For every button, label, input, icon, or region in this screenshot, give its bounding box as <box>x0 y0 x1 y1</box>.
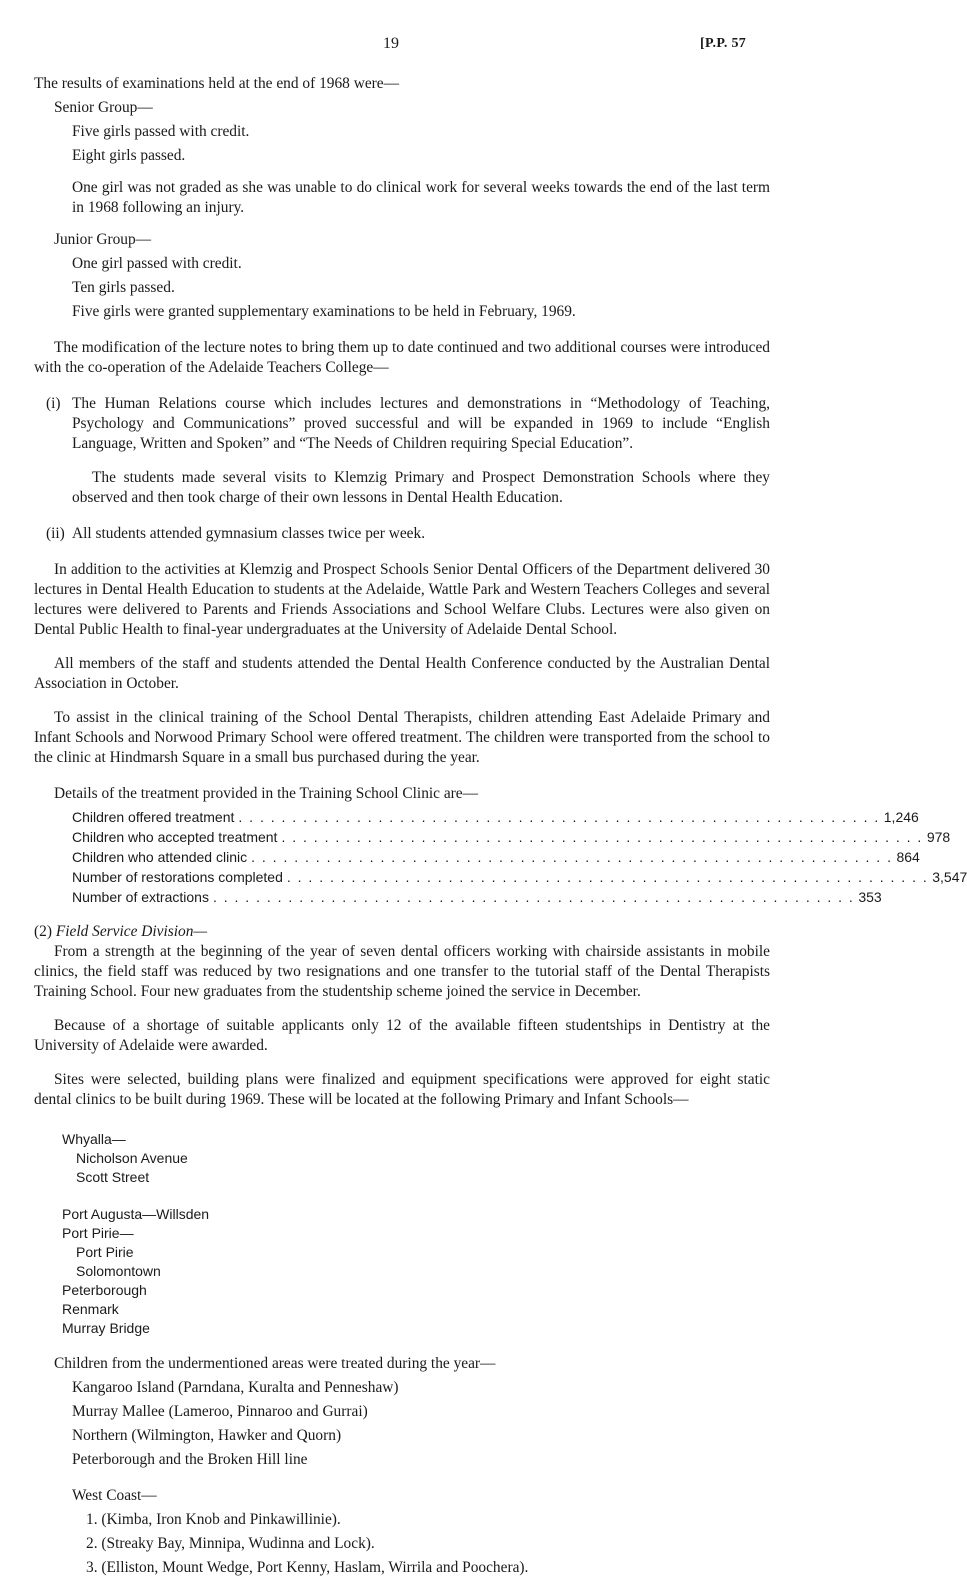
clinical-training-paragraph: To assist in the clinical training of the School Dental Therapists, children attending East Adelaide Primary and Infant Schools and Norwood Primary School were offered treatment. The children were transported from the school to the clinic at Hindmarsh Square in a small bus purchased during the year. <box>34 709 770 766</box>
table-row <box>72 868 967 888</box>
field-service-heading <box>34 922 770 942</box>
location-item: Port Pirie <box>76 1244 134 1260</box>
area-item: Kangaroo Island (Parndana, Kuralta and Penneshaw) <box>72 1379 399 1396</box>
leader-dots: . . . . . . . . . . . . . . . . . . . . . . . . . . . . . . . . . . . . . . . . . . . . . . . . . . . . . . . . . . . . <box>251 849 893 865</box>
static-clinics-paragraph: Sites were selected, building plans were finalized and equipment specifications were approved for eight static dental clinics to be built during 1969. These will be located at the following Primary and Infant Schools— <box>34 1071 770 1108</box>
area-item: Murray Mallee (Lameroo, Pinnaroo and Gurrai) <box>72 1403 368 1420</box>
junior-group-heading: Junior Group— <box>54 231 152 248</box>
row-label: Children who attended clinic <box>72 849 248 865</box>
location-item: Renmark <box>62 1301 119 1317</box>
school-locations-list <box>62 1130 770 1338</box>
table-row <box>72 828 951 848</box>
lectures-paragraph: In addition to the activities at Klemzig and Prospect Schools Senior Dental Officers of the Department delivered 30 lectures in Dental Health Education to students at the Adelaide, Wattle Park and Western Teachers Colleges and several lectures were delivered to Parents and Friends Associations and School Welfare Clubs. Lectures were also given on Dental Public Health to final-year undergraduates at the University of Adelaide Dental School. <box>34 561 770 638</box>
item-ii <box>34 524 770 544</box>
row-label: Number of restorations completed <box>72 869 283 885</box>
leader-dots: . . . . . . . . . . . . . . . . . . . . . . . . . . . . . . . . . . . . . . . . . . . . . . . . . . . . . . . . . . . . <box>281 829 923 845</box>
details-intro: Details of the treatment provided in the Training School Clinic are— <box>54 785 479 802</box>
modification-paragraph: The modification of the lecture notes to bring them up to date continued and two additional courses were introduced with the co-operation of the Adelaide Teachers College— <box>34 339 770 376</box>
leader-dots: . . . . . . . . . . . . . . . . . . . . . . . . . . . . . . . . . . . . . . . . . . . . . . . . . . . . . . . . . . . . <box>286 869 929 885</box>
field-service-paragraph: From a strength at the beginning of the year of seven dental officers working with chairside assistants in mobile clinics, the field staff was reduced by two resignations and one transfer to the tutorial staff of the Dental Therapists Training School. Four new graduates from the studentship scheme joined the service in December. <box>34 943 770 1000</box>
row-value: 864 <box>896 849 920 865</box>
senior-line: Five girls passed with credit. <box>72 123 250 140</box>
junior-line: Ten girls passed. <box>72 279 175 296</box>
west-coast-heading: West Coast— <box>72 1487 157 1504</box>
item-ii-number: (ii) <box>46 525 65 542</box>
page-number: 19 <box>383 35 399 52</box>
junior-line: Five girls were granted supplementary examinations to be held in February, 1969. <box>72 303 576 320</box>
page-body <box>34 74 967 1578</box>
item-ii-text: All students attended gymnasium classes twice per week. <box>72 525 426 542</box>
item-i-number: (i) <box>46 395 61 412</box>
conference-paragraph: All members of the staff and students attended the Dental Health Conference conducted by the Australian Dental Association in October. <box>34 655 770 692</box>
west-coast-item: 2. (Streaky Bay, Minnipa, Wudinna and Lock). <box>86 1535 375 1552</box>
row-value: 978 <box>926 829 951 845</box>
item-i <box>34 394 770 454</box>
table-row <box>72 888 882 908</box>
location-heading: Whyalla— <box>62 1131 126 1147</box>
area-item: Northern (Wilmington, Hawker and Quorn) <box>72 1427 342 1444</box>
list-spacer <box>62 1187 770 1205</box>
exam-results-intro: The results of examinations held at the end of 1968 were— <box>34 75 399 92</box>
location-item: Solomontown <box>76 1263 161 1279</box>
senior-note: One girl was not graded as she was unable to do clinical work for several weeks towards the end of the last term in 1968 following an injury. <box>72 179 770 216</box>
treatment-table <box>72 808 967 908</box>
location-item: Murray Bridge <box>62 1320 150 1336</box>
row-label: Number of extractions <box>72 889 209 905</box>
area-item: Peterborough and the Broken Hill line <box>72 1451 308 1468</box>
table-row <box>72 808 919 828</box>
row-label: Children who accepted treatment <box>72 829 278 845</box>
west-coast-item: 1. (Kimba, Iron Knob and Pinkawillinie). <box>86 1511 341 1528</box>
senior-line: Eight girls passed. <box>72 147 186 164</box>
item-i-followup: The students made several visits to Klemzig Primary and Prospect Demonstration Schools where they observed and then took charge of their own lessons in Dental Health Education. <box>72 469 770 506</box>
field-service-number: (2) <box>34 923 52 940</box>
junior-line: One girl passed with credit. <box>72 255 242 272</box>
areas-intro: Children from the undermentioned areas were treated during the year— <box>54 1355 496 1372</box>
field-service-title: Field Service Division— <box>55 923 208 940</box>
table-row <box>72 848 920 868</box>
location-item: Scott Street <box>76 1169 150 1185</box>
location-heading: Port Pirie— <box>62 1225 134 1241</box>
senior-group-heading: Senior Group— <box>54 99 153 116</box>
studentships-paragraph: Because of a shortage of suitable applicants only 12 of the available fifteen studentships in Dentistry at the University of Adelaide were awarded. <box>34 1017 770 1054</box>
location-item: Peterborough <box>62 1282 147 1298</box>
leader-dots: . . . . . . . . . . . . . . . . . . . . . . . . . . . . . . . . . . . . . . . . . . . . . . . . . . . . . . . . . . . . <box>238 809 880 825</box>
location-item: Nicholson Avenue <box>76 1150 188 1166</box>
west-coast-item: 3. (Elliston, Mount Wedge, Port Kenny, Haslam, Wirrila and Poochera). <box>86 1559 529 1576</box>
location-item: Port Augusta—Willsden <box>62 1206 210 1222</box>
row-value: 1,246 <box>883 809 919 825</box>
row-value: 353 <box>858 889 882 905</box>
page-reference: [P.P. 57 <box>700 36 747 51</box>
item-i-text: The Human Relations course which includes lectures and demonstrations in “Methodology of Teaching, Psychology and Communications” proved successful and will be expanded in 1969 to include “English Language, Written and Spoken” and “The Needs of Children requiring Special Education”. <box>72 395 770 452</box>
leader-dots: . . . . . . . . . . . . . . . . . . . . . . . . . . . . . . . . . . . . . . . . . . . . . . . . . . . . . . . . . . . . <box>212 889 855 905</box>
row-value: 3,547 <box>932 869 967 885</box>
row-label: Children offered treatment <box>72 809 235 825</box>
